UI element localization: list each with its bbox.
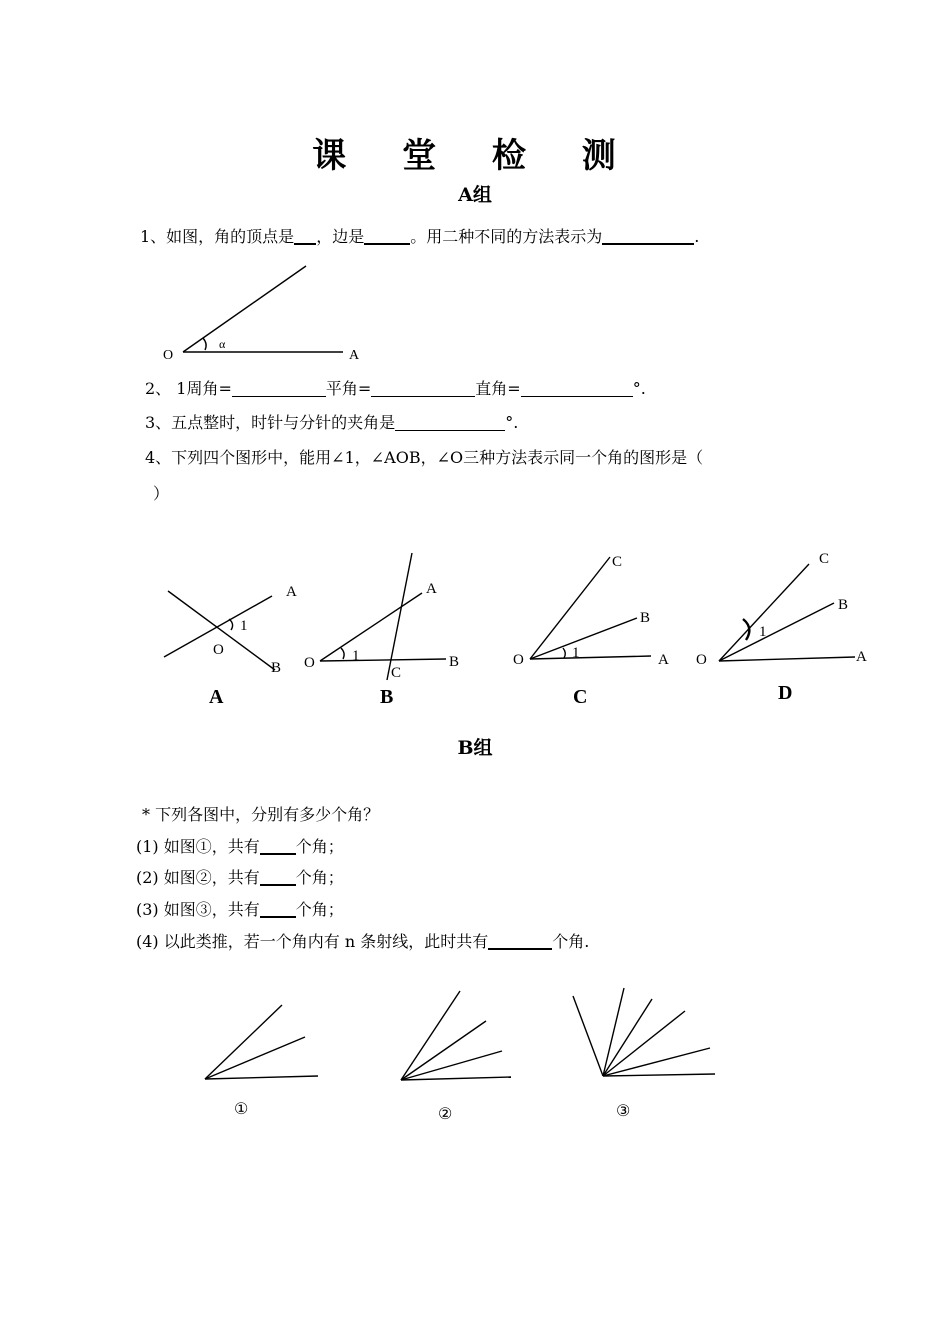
option-b-arc <box>341 648 344 659</box>
figure-1-ray <box>205 1005 282 1079</box>
option-b-label-c: C <box>391 665 402 681</box>
option-c-figure[interactable] <box>513 554 669 668</box>
question-4-line-1: 4、下列四个图形中，能用∠1，∠AOB，∠O三种方法表示同一个角的图形是（ <box>145 448 704 467</box>
question-2 <box>145 376 646 399</box>
option-a-figure[interactable] <box>164 584 297 676</box>
question-3 <box>145 410 518 433</box>
figure-3-ray <box>603 1011 685 1076</box>
figure-2-label: ② <box>438 1104 453 1123</box>
option-d-label-a: A <box>856 649 867 665</box>
figure-2-ray <box>401 1077 511 1080</box>
option-d-figure[interactable] <box>696 551 867 668</box>
figure-2 <box>401 991 511 1080</box>
option-c-label-o: O <box>513 652 524 668</box>
figure-3 <box>573 988 715 1076</box>
b1-answer-blank[interactable] <box>260 837 296 855</box>
figure-1 <box>205 1005 318 1079</box>
option-b-label-b: B <box>449 654 460 670</box>
q2-prefix: 2、 1周角= <box>145 379 232 398</box>
b1-prefix: (1) 如图①，共有 <box>136 837 260 856</box>
b-question-1 <box>136 834 344 857</box>
b2-suffix: 个角； <box>295 868 344 887</box>
b2-answer-blank[interactable] <box>260 868 296 886</box>
q1-angle-arc <box>203 338 206 350</box>
figure-1-label: ① <box>234 1099 249 1118</box>
figure-1-ray <box>205 1076 318 1079</box>
q2-right-angle-blank[interactable] <box>521 382 633 397</box>
q1-prefix: 1、如图，角的顶点是 <box>140 227 295 246</box>
b-question-4 <box>136 929 589 952</box>
q3-answer-blank[interactable] <box>395 416 505 431</box>
option-b-line-c <box>387 553 412 680</box>
q1-suffix: . <box>694 227 700 246</box>
option-a-label-a: A <box>286 584 297 600</box>
figure-2-ray <box>401 991 460 1080</box>
option-c-arc <box>563 648 565 658</box>
option-c-letter[interactable]: C <box>573 686 588 708</box>
q2-full-angle-blank[interactable] <box>232 382 326 397</box>
option-d-ray-oa <box>719 657 855 661</box>
option-b-label-1: 1 <box>352 648 360 664</box>
b3-suffix: 个角； <box>295 900 344 919</box>
option-a-letter[interactable]: A <box>209 686 224 708</box>
b1-suffix: 个角； <box>295 837 344 856</box>
option-c-ray-oa <box>530 656 651 659</box>
option-c-label-1: 1 <box>572 645 580 661</box>
option-b-label-a: A <box>426 581 437 597</box>
b-question-2 <box>136 865 344 888</box>
option-d-label-1: 1 <box>759 624 767 640</box>
b2-prefix: (2) 如图②，共有 <box>136 868 260 887</box>
q1-label-a: A <box>349 348 360 363</box>
option-a-label-o: O <box>213 642 224 658</box>
figure-3-label: ③ <box>616 1101 631 1120</box>
group-b-heading: B组 <box>457 737 493 759</box>
option-d-label-c: C <box>819 551 830 567</box>
q1-angle-figure <box>163 266 360 363</box>
b3-prefix: (3) 如图③，共有 <box>136 900 260 919</box>
page-title: 课 堂 检 测 <box>312 136 638 176</box>
option-d-ray-ob <box>719 603 834 661</box>
q1-label-alpha: α <box>219 337 226 351</box>
option-a-label-1: 1 <box>240 618 248 634</box>
b-question-3 <box>136 897 344 920</box>
option-b-line-ob <box>320 659 446 661</box>
option-c-label-b: B <box>640 610 651 626</box>
figure-2-ray <box>401 1051 502 1080</box>
figure-3-ray <box>603 1048 710 1076</box>
figure-1-ray <box>205 1037 305 1079</box>
b4-answer-blank[interactable] <box>488 932 552 950</box>
question-4-line-2: ） <box>153 484 170 503</box>
b3-answer-blank[interactable] <box>260 900 296 918</box>
q1-mid1: ，边是 <box>316 227 365 246</box>
figure-3-ray <box>603 988 624 1076</box>
q1-mid2: 。用二种不同的方法表示为 <box>410 227 603 246</box>
option-b-line-oa <box>320 593 422 661</box>
option-c-label-a: A <box>658 652 669 668</box>
group-a-heading: A组 <box>458 184 492 206</box>
figure-3-ray <box>573 996 603 1076</box>
option-d-ray-oc <box>719 564 809 661</box>
b-intro: * 下列各图中，分别有多少个角？ <box>142 805 380 824</box>
option-c-label-c: C <box>612 554 623 570</box>
q2-mid2: 直角= <box>475 379 521 398</box>
figure-3-ray <box>603 1074 715 1076</box>
q3-suffix: °. <box>505 413 519 432</box>
option-a-label-b: B <box>271 660 282 676</box>
q2-straight-angle-blank[interactable] <box>371 382 475 397</box>
option-d-arc <box>743 619 749 640</box>
option-d-letter[interactable]: D <box>778 682 793 704</box>
q2-suffix: °. <box>632 379 646 398</box>
b4-prefix: (4) 以此类推，若一个角内有 n 条射线，此时共有 <box>136 932 489 951</box>
q1-label-o: O <box>163 348 174 363</box>
q1-ray-upper <box>183 266 306 352</box>
q2-mid1: 平角= <box>325 379 372 398</box>
option-b-label-o: O <box>304 655 315 671</box>
figure-2-ray <box>401 1021 486 1080</box>
option-d-label-o: O <box>696 652 707 668</box>
option-b-figure[interactable] <box>304 553 459 681</box>
option-d-label-b: B <box>838 597 849 613</box>
option-b-letter[interactable]: B <box>380 686 394 708</box>
q3-prefix: 3、五点整时，时针与分针的夹角是 <box>145 413 396 432</box>
b4-suffix: 个角. <box>552 932 590 951</box>
